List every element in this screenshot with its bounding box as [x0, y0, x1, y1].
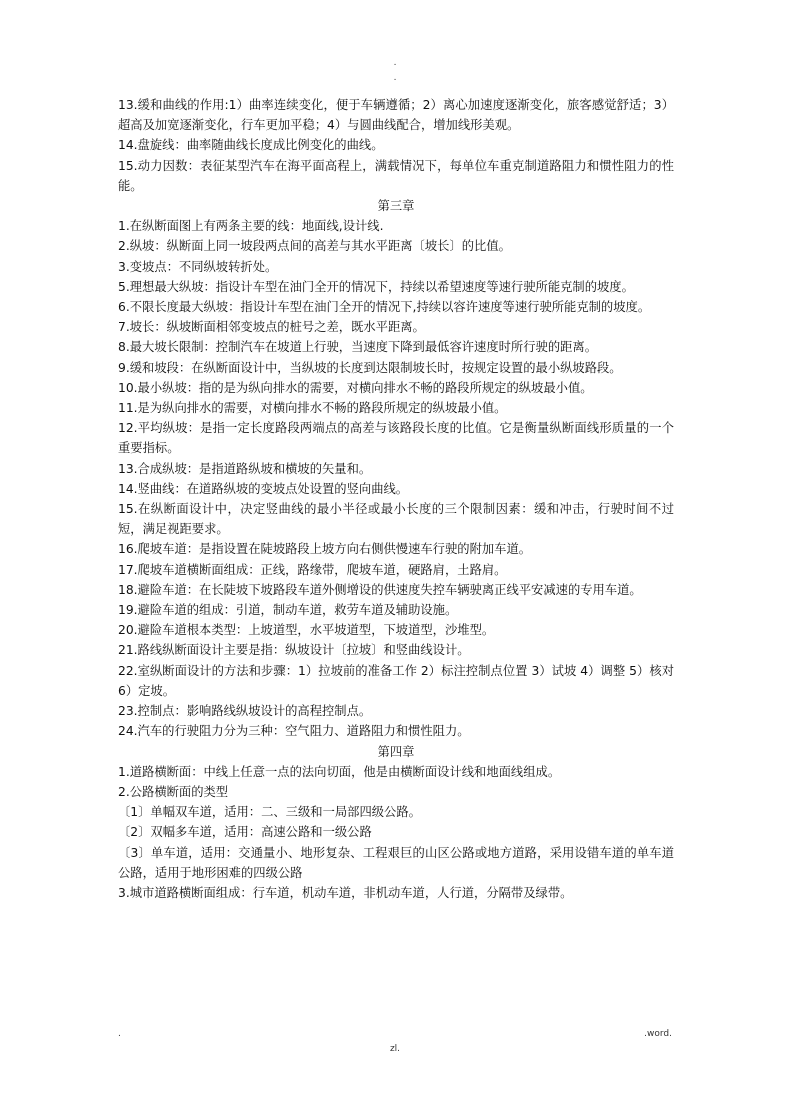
paragraph-unlimited-length-max-grade: 6.不限长度最大纵坡：指设计车型在油门全开的情况下,持续以容许速度等速行驶所能克制的坡度。 [118, 300, 651, 315]
paragraph-driving-resistance: 24.汽车的行驶阻力分为三种：空气阻力、道路阻力和惯性阻力。 [118, 724, 470, 739]
paragraph-cross-section: 1.道路横断面：中线上任意一点的法向切面，他是由横断面设计线和地面线组成。 [118, 764, 561, 779]
header-dot-bottom: . [393, 73, 397, 83]
paragraph-transition-curve-function: 13.缓和曲线的作用:1）曲率连续变化，便于车辆遵循；2）离心加速度逐渐变化，旅客感觉舒适；3）超高及加宽逐渐变化，行车更加平稳；4）与圆曲线配合，增加线形美观。 [118, 98, 674, 133]
paragraph-vertical-curve: 14.竖曲线：在道路纵坡的变坡点处设置的竖向曲线。 [118, 481, 409, 496]
paragraph-profile-design-steps: 22.室纵断面设计的方法和步骤：1）拉坡前的准备工作 2）标注控制点位置 3）试坡 4）调整 5）核对 6）定坡。 [118, 663, 674, 698]
footer-center-mark: zl. [389, 1044, 401, 1054]
paragraph-urban-cross-section: 3.城市道路横断面组成：行车道，机动车道，非机动车道，人行道，分隔带及绿带。 [118, 885, 573, 900]
paragraph-min-grade: 10.最小纵坡：指的是为纵向排水的需要，对横向排水不畅的路段所规定的纵坡最小值。 [118, 380, 593, 395]
paragraph-drainage-grade: 11.是为纵向排水的需要，对横向排水不畅的路段所规定的纵坡最小值。 [118, 401, 507, 416]
paragraph-profile-lines: 1.在纵断面图上有两条主要的线：地面线,设计线. [118, 219, 384, 234]
paragraph-single-two-lane: 〔1〕单幅双车道，适用：二、三级和一局部四级公路。 [118, 805, 421, 820]
paragraph-climbing-lane-section: 17.爬坡车道横断面组成：正线，路缘带，爬坡车道，硬路肩，土路肩。 [118, 562, 507, 577]
paragraph-escape-lane-components: 19.避险车道的组成：引道，制动车道，救劳车道及辅助设施。 [118, 603, 458, 618]
paragraph-easing-grade-section: 9.缓和坡段：在纵断面设计中，当纵坡的长度到达限制坡长时，按规定设置的最小纵坡路段。 [118, 360, 622, 375]
paragraph-grade-length: 7.坡长：纵坡断面相邻变坡点的桩号之差，既水平距离。 [118, 320, 425, 335]
paragraph-double-multi-lane: 〔2〕双幅多车道，适用：高速公路和一级公路 [118, 825, 372, 840]
paragraph-resultant-grade: 13.合成纵坡：是指道路纵坡和横坡的矢量和。 [118, 461, 372, 476]
paragraph-escape-lane-types: 20.避险车道根本类型：上坡道型，水平坡道型，下坡道型，沙堆型。 [118, 623, 495, 638]
paragraph-ideal-max-grade: 5.理想最大纵坡：指设计车型在油门全开的情况下，持续以希望速度等速行驶所能克制的坡度。 [118, 279, 634, 294]
header-dot-top: . [393, 58, 397, 68]
paragraph-profile-design-main: 21.路线纵断面设计主要是指：纵坡设计〔拉坡〕和竖曲线设计。 [118, 643, 470, 658]
paragraph-escape-lane: 18.避险车道：在长陡坡下坡路段车道外侧增设的供速度失控车辆驶离正线平安减速的专用车道。 [118, 582, 642, 597]
paragraph-dynamic-factor: 15.动力因数：表征某型汽车在海平面高程上，满载情况下，每单位车重克制道路阻力和惯性阻力的性能。 [118, 158, 674, 193]
footer-left-mark: . [118, 1029, 121, 1039]
paragraph-control-point: 23.控制点：影响路线纵坡设计的高程控制点。 [118, 704, 372, 719]
paragraph-average-grade: 12.平均纵坡：是指一定长度路段两端点的高差与该路段长度的比值。它是衡量纵断面线形质量的一个重要指标。 [118, 421, 674, 456]
paragraph-longitudinal-grade: 2.纵坡：纵断面上同一坡段两点间的高差与其水平距离〔坡长〕的比值。 [118, 239, 511, 254]
paragraph-grade-change-point: 3.变坡点：不同纵坡转折处。 [118, 259, 278, 274]
footer-right-mark: .word. [644, 1029, 672, 1039]
chapter-heading-4: 第四章 [377, 744, 415, 759]
chapter-heading-3: 第三章 [377, 199, 415, 214]
paragraph-single-lane: 〔3〕单车道，适用：交通量小、地形复杂、工程艰巨的山区公路或地方道路，采用设错车道的单车道公路，适用于地形困难的四级公路 [118, 845, 674, 880]
paragraph-cross-section-types: 2.公路横断面的类型 [118, 784, 229, 799]
paragraph-vertical-curve-limits: 15.在纵断面设计中，决定竖曲线的最小半径或最小长度的三个限制因素：缓和冲击，行驶时间不过短，满足视距要求。 [118, 502, 674, 537]
paragraph-climbing-lane: 16.爬坡车道：是指设置在陡坡路段上坡方向右侧供慢速车行驶的附加车道。 [118, 542, 532, 557]
paragraph-max-grade-length-limit: 8.最大坡长限制：控制汽车在坡道上行驶，当速度下降到最低容许速度时所行驶的距离。 [118, 340, 598, 355]
paragraph-spiral-curve: 14.盘旋线：曲率随曲线长度成比例变化的曲线。 [118, 138, 384, 153]
document-body [118, 95, 674, 903]
